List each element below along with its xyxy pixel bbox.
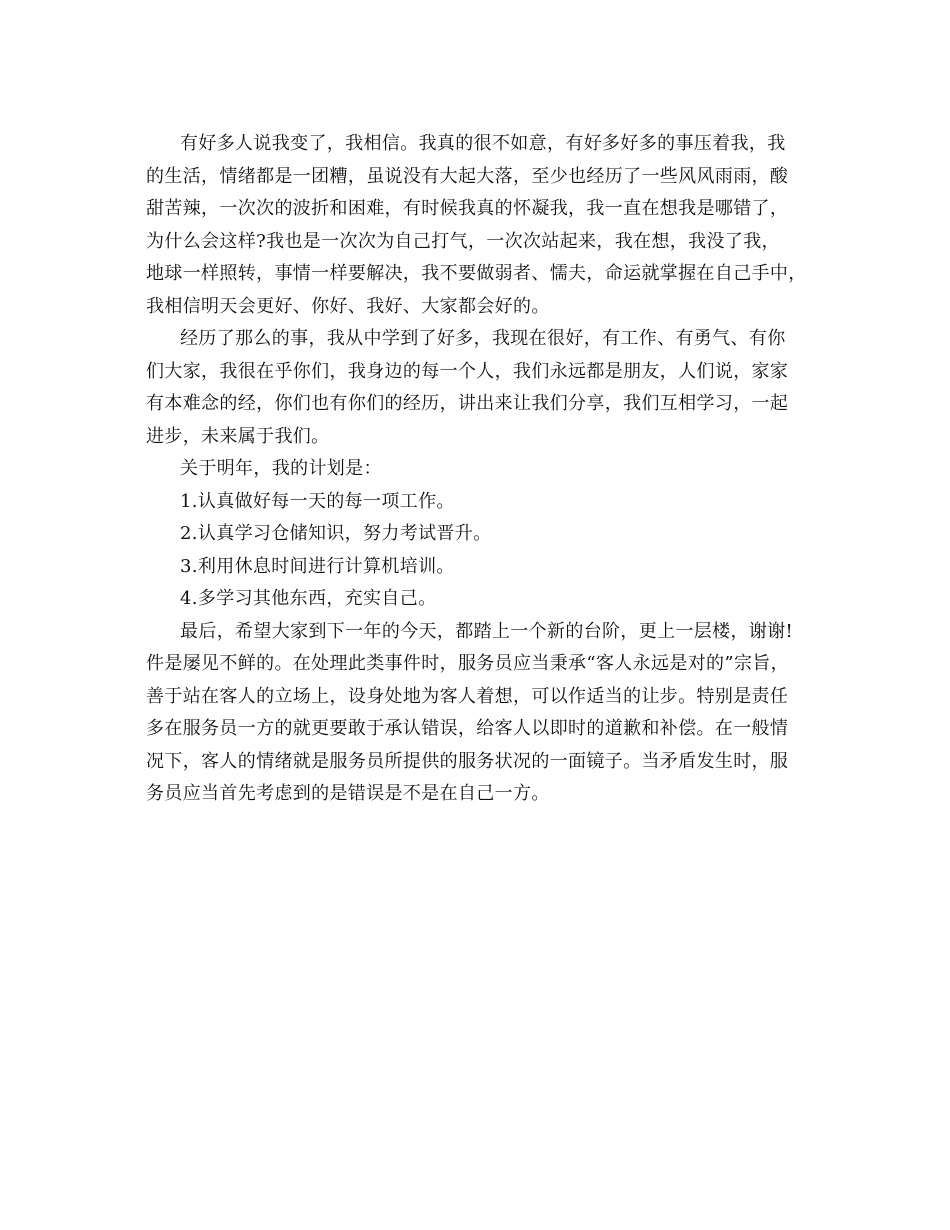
text-line: 况下，客人的情绪就是服务员所提供的服务状况的一面镜子。当矛盾发生时，服	[146, 750, 789, 772]
text-line: 们大家，我很在乎你们，我身边的每一个人，我们永远都是朋友，人们说，家家	[146, 360, 789, 382]
text-line: 甜苦辣，一次次的波折和困难，有时候我真的怀凝我，我一直在想我是哪错了，	[146, 198, 789, 219]
text-line: 多在服务员一方的就更要敢于承认错误，给客人以即时的道歉和补偿。在一般情	[146, 718, 789, 739]
text-line: 4.多学习其他东西，充实自己。	[180, 588, 437, 609]
text-line: 有好多人说我变了，我相信。我真的很不如意，有好多好多的事压着我，我	[180, 133, 786, 154]
document-body	[146, 128, 810, 811]
text-line: 1.认真做好每一天的每一项工作。	[180, 490, 455, 512]
text-line: 务员应当首先考虑到的是错误是不是在自己一方。	[146, 783, 550, 804]
text-line: 善于站在客人的立场上，设身处地为客人着想，可以作适当的让步。特别是责任	[146, 685, 789, 707]
text-line: 有本难念的经，你们也有你们的经历，讲出来让我们分享，我们互相学习，一起	[146, 393, 789, 414]
text-line: 件是屡见不鲜的。在处理此类事件时，服务员应当秉承“客人永远是对的”宗旨，	[146, 653, 790, 674]
text-line: 为什么会这样?我也是一次次为自己打气，一次次站起来，我在想，我没了我，	[146, 230, 780, 252]
text-line: 2.认真学习仓储知识，努力考试晋升。	[180, 523, 492, 544]
text-line: 地球一样照转，事情一样要解决，我不要做弱者、懦夫，命运就掌握在自己手中，	[146, 263, 807, 284]
text-line: 进步，未来属于我们。	[146, 425, 330, 447]
text-line: 关于明年，我的计划是：	[180, 458, 382, 479]
text-line: 的生活，情绪都是一团糟，虽说没有大起大落，至少也经历了一些风风雨雨，酸	[146, 165, 789, 187]
text-line: 我相信明天会更好、你好、我好、大家都会好的。	[146, 295, 550, 317]
text-line: 最后，希望大家到下一年的今天，都踏上一个新的台阶，更上一层楼，谢谢!	[180, 620, 794, 642]
text-line: 经历了那么的事，我从中学到了好多，我现在很好，有工作、有勇气、有你	[180, 328, 786, 349]
text-line: 3.利用休息时间进行计算机培训。	[180, 555, 455, 577]
